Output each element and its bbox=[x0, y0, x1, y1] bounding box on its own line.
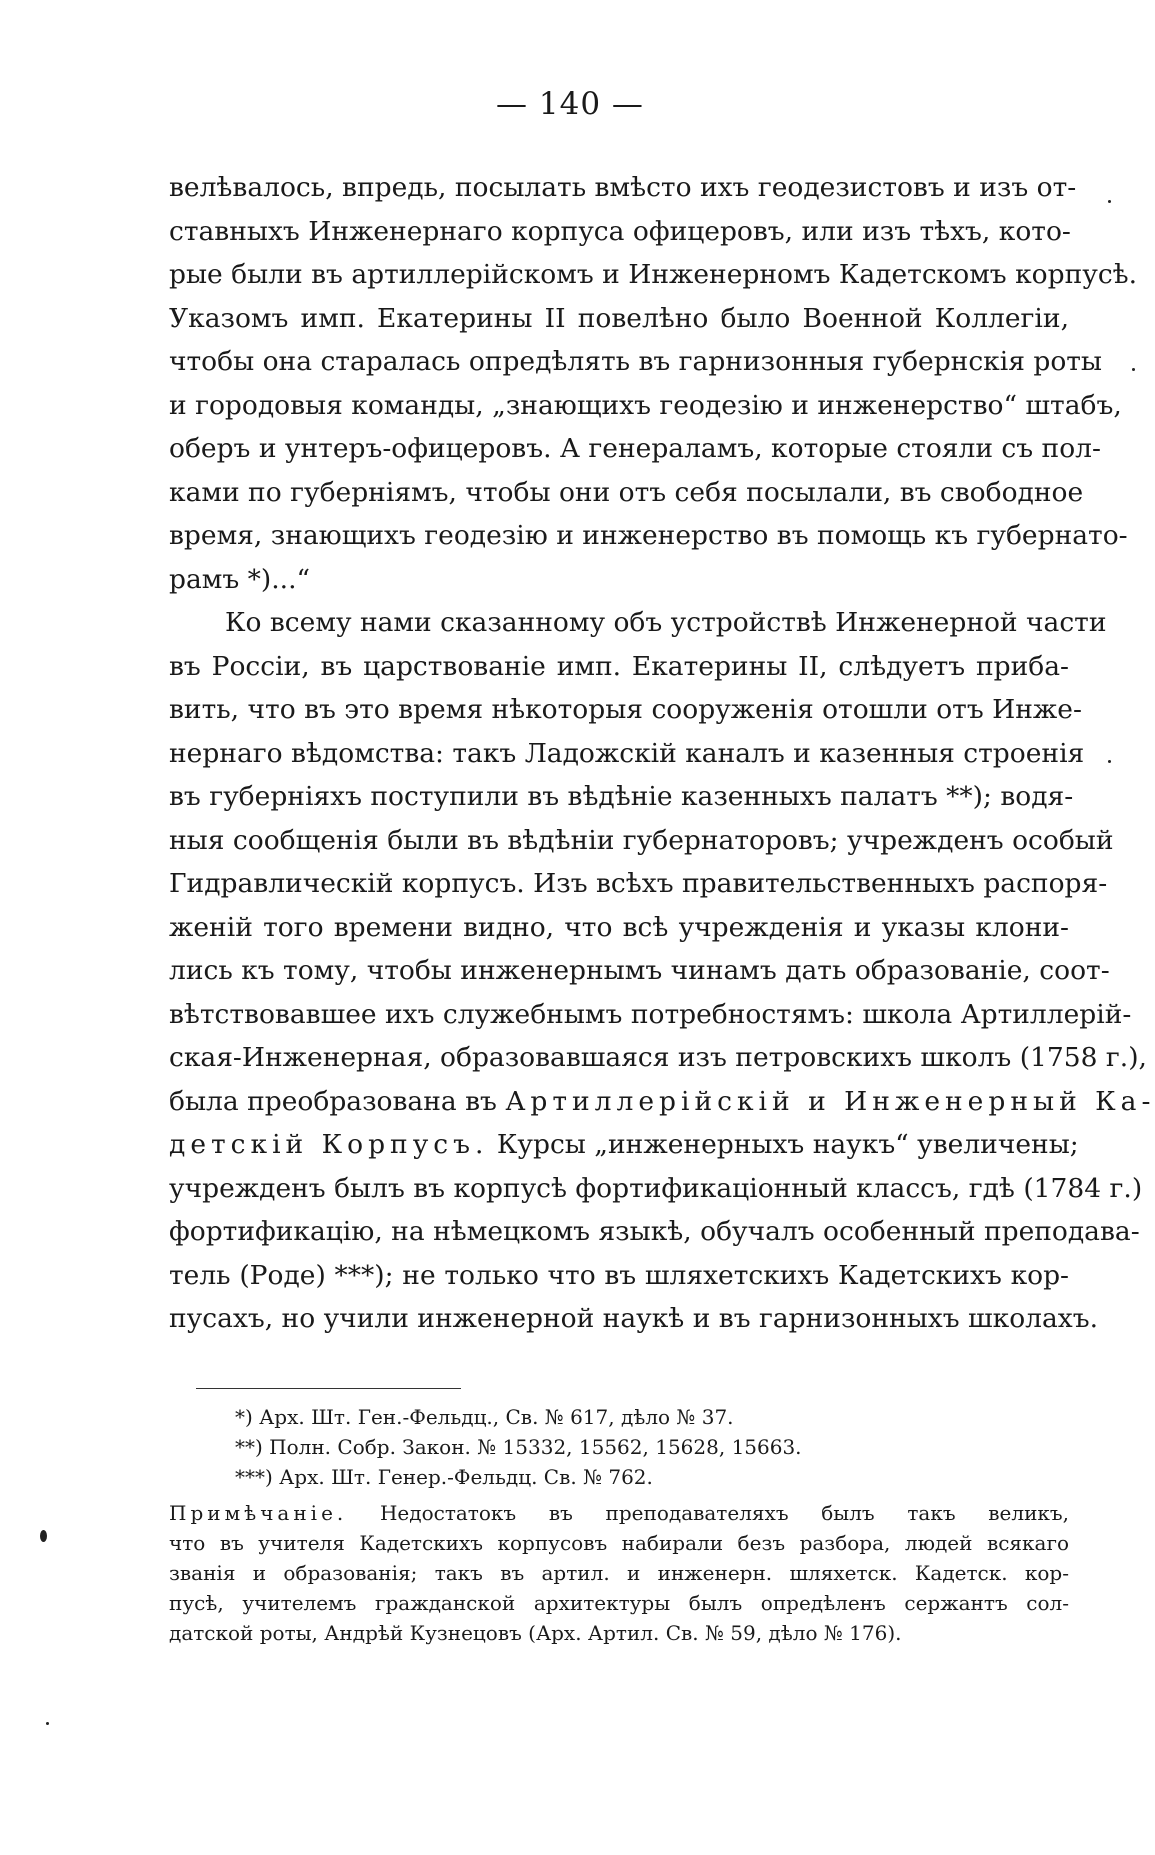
text-line: учрежденъ былъ въ корпусѣ фортификаціонный классъ, гдѣ (1784 г.) bbox=[169, 1172, 1143, 1204]
text-line: Ко всему нами сказанному объ устройствѣ Инженерной части bbox=[225, 607, 1107, 638]
note-line: что въ учителя Кадетскихъ корпусовъ набирали безъ разбора, людей всякаго bbox=[169, 1531, 1069, 1555]
note-label: Примѣчаніе. bbox=[169, 1501, 348, 1525]
remark bbox=[169, 1498, 1069, 1648]
text-line: ставныхъ Инженернаго корпуса офицеровъ, или изъ тѣхъ, кото- bbox=[169, 215, 1071, 247]
print-speck bbox=[1132, 368, 1135, 371]
page-number: — 140 — bbox=[496, 86, 644, 122]
spaced-title: Артиллерійскій и Инженерный Ка- bbox=[505, 1085, 1155, 1117]
print-speck bbox=[1108, 200, 1111, 203]
text-line: женій того времени видно, что всѣ учрежденія и указы клони- bbox=[169, 911, 1069, 943]
print-speck bbox=[1108, 760, 1111, 763]
text-line: рые были въ артиллерійскомъ и Инженерномъ Кадетскомъ корпусѣ. bbox=[169, 259, 1138, 290]
text-line: лись къ тому, чтобы инженернымъ чинамъ дать образованіе, соот- bbox=[169, 955, 1110, 986]
note-line: датской роты, Андрѣй Кузнецовъ (Арх. Артил. Св. № 59, дѣло № 176). bbox=[169, 1621, 902, 1645]
text-line: Указомъ имп. Екатерины II повелѣно было Военной Коллегіи, bbox=[169, 302, 1069, 334]
text-line: въ Россіи, въ царствованіе имп. Екатерины II, слѣдуетъ приба- bbox=[169, 650, 1069, 682]
text-line: и городовыя команды, „знающихъ геодезію и инженерство“ штабъ, bbox=[169, 389, 1122, 421]
print-speck bbox=[46, 1722, 49, 1725]
text-segment: Курсы „инженерныхъ наукъ“ увеличены; bbox=[496, 1129, 1079, 1160]
text-line: пусахъ, но учили инженерной наукѣ и въ гарнизонныхъ школахъ. bbox=[169, 1303, 1099, 1334]
text-line: ская-Инженерная, образовавшаяся изъ петровскихъ школъ (1758 г.), bbox=[169, 1042, 1147, 1073]
text-line: вить, что въ это время нѣкоторыя сооруженія отошли отъ Инже- bbox=[169, 694, 1082, 725]
spaced-title: детскій Корпусъ. bbox=[169, 1129, 489, 1160]
note-line: пусѣ, учителемъ гражданской архитектуры былъ опредѣленъ сержантъ сол- bbox=[169, 1591, 1069, 1615]
footnote-divider bbox=[196, 1388, 461, 1389]
text-line: время, знающихъ геодезію и инженерство въ помощь къ губернато- bbox=[169, 520, 1128, 551]
text-line: ныя сообщенія были въ вѣдѣніи губернаторовъ; учрежденъ особый bbox=[169, 824, 1114, 856]
text-line: ками по губерніямъ, чтобы они отъ себя посылали, въ свободное bbox=[169, 476, 1084, 508]
text-line bbox=[169, 1123, 1079, 1167]
footnotes bbox=[169, 1402, 1069, 1492]
text-line: тель (Роде) ***); не только что въ шляхетскихъ Кадетскихъ кор- bbox=[169, 1259, 1069, 1291]
text-line: оберъ и унтеръ-офицеровъ. А генераламъ, которые стояли съ пол- bbox=[169, 433, 1101, 464]
main-text bbox=[169, 166, 1155, 1341]
note-line bbox=[169, 1498, 1069, 1528]
footnote: *) Арх. Шт. Ген.-Фельдц., Св. № 617, дѣло № 37. bbox=[235, 1405, 734, 1429]
text-line: вѣтствовавшее ихъ служебнымъ потребностямъ: школа Артиллерій- bbox=[169, 998, 1132, 1030]
text-line: чтобы она старалась опредѣлять въ гарнизонныя губернскія роты bbox=[169, 346, 1103, 377]
text-line bbox=[169, 1080, 1155, 1124]
note-line: званія и образованія; такъ въ артил. и инженерн. шляхетск. Кадетск. кор- bbox=[169, 1561, 1069, 1585]
text-line: рамъ *)...“ bbox=[169, 563, 311, 595]
footnote: ***) Арх. Шт. Генер.-Фельдц. Св. № 762. bbox=[235, 1465, 653, 1489]
print-speck bbox=[40, 1530, 47, 1542]
text-segment: была преобразована въ bbox=[169, 1085, 497, 1117]
text-line: нернаго вѣдомства: такъ Ладожскій каналъ и казенныя строенія bbox=[169, 737, 1085, 769]
note-text: Недостатокъ въ преподавателяхъ былъ такъ великъ, bbox=[379, 1501, 1069, 1525]
text-line: въ губерніяхъ поступили въ вѣдѣніе казенныхъ палатъ **); водя- bbox=[169, 781, 1074, 812]
text-line: Гидравлическій корпусъ. Изъ всѣхъ правительственныхъ распоря- bbox=[169, 868, 1108, 899]
footnote: **) Полн. Собр. Закон. № 15332, 15562, 15628, 15663. bbox=[235, 1435, 802, 1459]
text-line: велѣвалось, впредь, посылать вмѣсто ихъ геодезистовъ и изъ от- bbox=[169, 172, 1077, 203]
text-line: фортификацію, на нѣмецкомъ языкѣ, обучалъ особенный преподава- bbox=[169, 1216, 1140, 1247]
